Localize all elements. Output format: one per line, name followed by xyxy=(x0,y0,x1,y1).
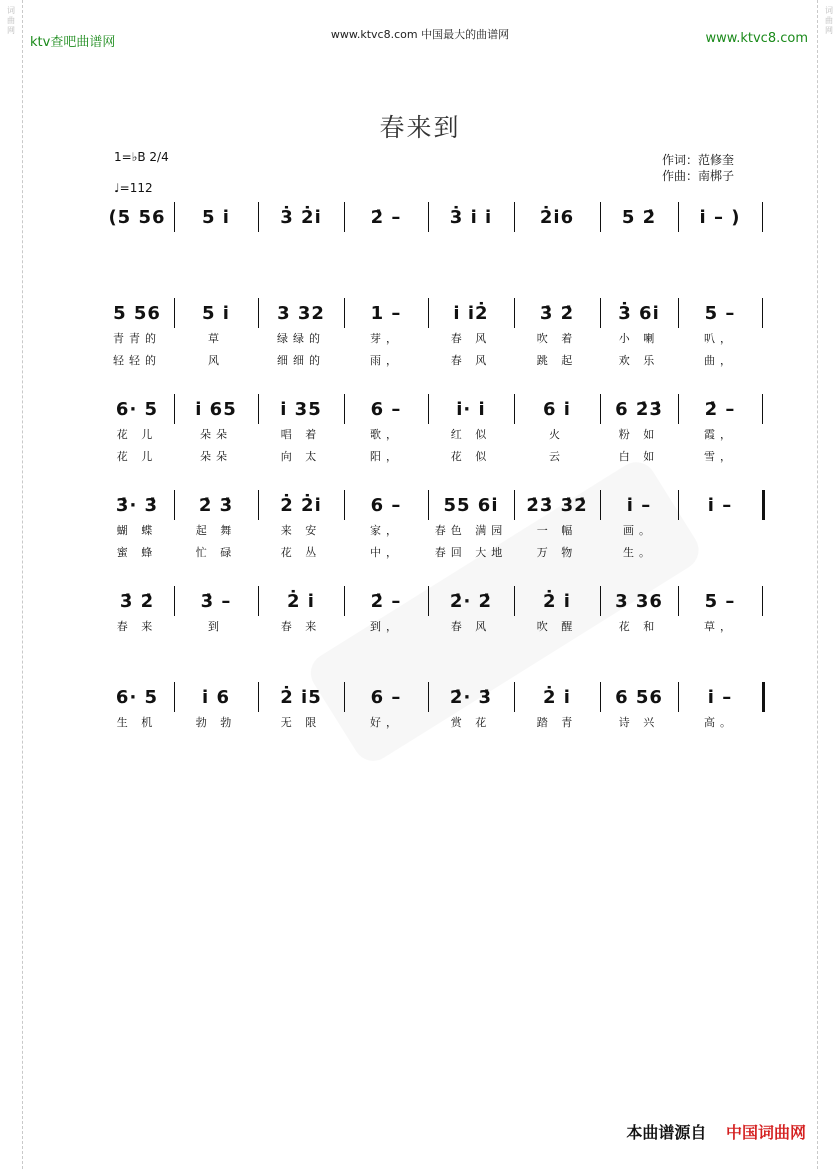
measure: i 6 xyxy=(202,686,230,708)
bar-line xyxy=(344,490,345,520)
lyric-syllables: 朵朵 xyxy=(200,450,232,463)
bar-line xyxy=(174,586,175,616)
lyric-syllables: 蝴 蝶 xyxy=(116,524,158,537)
bar-line xyxy=(600,490,601,520)
measure: i 35 xyxy=(280,398,322,420)
lyric-syllables: 春 风 xyxy=(450,620,492,633)
header-site-name: ktv查吧曲谱网 xyxy=(30,35,116,50)
lyric-syllables: 小 喇 xyxy=(618,332,660,345)
header-site-url: www.ktvc8.com xyxy=(705,31,808,46)
notation-line xyxy=(106,682,766,712)
lyric-syllables: 来 安 xyxy=(280,524,322,537)
lyric-syllables: 生 机 xyxy=(116,716,158,729)
lyric-syllables: 勃 勃 xyxy=(195,716,237,729)
bar-line xyxy=(678,394,679,424)
lyric-line xyxy=(106,542,766,564)
bar-line xyxy=(762,394,763,424)
lyric-syllables: 吹 醒 xyxy=(536,620,578,633)
bar-line xyxy=(428,394,429,424)
lyric-syllables: 春 风 xyxy=(450,354,492,367)
measure: 3 32 xyxy=(277,302,325,324)
bar-line xyxy=(600,682,601,712)
bar-line xyxy=(258,394,259,424)
bar-line xyxy=(174,394,175,424)
bar-line xyxy=(174,682,175,712)
lyric-syllables: 曲， xyxy=(704,354,736,367)
lyric-syllables: 歌， xyxy=(370,428,402,441)
bar-line xyxy=(762,202,763,232)
bar-line xyxy=(258,298,259,328)
lyric-syllables: 吹 着 xyxy=(536,332,578,345)
lyric-syllables: 花 似 xyxy=(450,450,492,463)
measure: 2̇ i xyxy=(543,686,571,708)
lyric-syllables: 花 丛 xyxy=(280,546,322,559)
measure: 3̇ 2̇ xyxy=(539,302,575,324)
left-perforated-margin xyxy=(0,0,23,1169)
measure: i – xyxy=(626,494,652,516)
notation-line xyxy=(106,202,766,232)
lyric-syllables: 花 和 xyxy=(618,620,660,633)
lyric-syllables: 欢 乐 xyxy=(618,354,660,367)
lyric-syllables: 赏 花 xyxy=(450,716,492,729)
right-perforated-margin xyxy=(817,0,840,1169)
bar-line xyxy=(678,298,679,328)
lyric-syllables: 春回 大地 xyxy=(434,546,508,559)
footer-site-link[interactable]: 中国词曲网 xyxy=(725,1123,806,1142)
measure: 3̇ 2̇ xyxy=(119,590,155,612)
lyric-syllables: 青青的 xyxy=(113,332,161,345)
lyric-syllables: 到 xyxy=(208,620,224,633)
measure: 6· 5 xyxy=(115,686,159,708)
lyric-syllables: 万 物 xyxy=(536,546,578,559)
song-title: 春来到 xyxy=(379,113,461,142)
lyric-syllables: 到， xyxy=(370,620,402,633)
footer-source-label: 本曲谱源自 xyxy=(626,1123,707,1142)
bar-line xyxy=(428,298,429,328)
footer-source xyxy=(626,1120,806,1143)
lyric-syllables: 春 来 xyxy=(280,620,322,633)
lyric-syllables: 叭， xyxy=(704,332,736,345)
lyric-syllables: 风 xyxy=(208,354,224,367)
measure: 6· 5 xyxy=(115,398,159,420)
measure: 2̇ 3̇ xyxy=(198,494,234,516)
bar-line xyxy=(678,682,679,712)
bar-line xyxy=(344,394,345,424)
measure: i i2̇ xyxy=(453,302,489,324)
bar-line xyxy=(762,298,763,328)
bar-line xyxy=(762,586,763,616)
bar-line xyxy=(678,586,679,616)
lyric-line xyxy=(106,328,766,350)
bar-line xyxy=(514,490,515,520)
key-signature: 1=♭B 2/4 xyxy=(114,150,169,164)
lyric-syllables: 粉 如 xyxy=(618,428,660,441)
bar-line xyxy=(600,394,601,424)
lyric-syllables: 中， xyxy=(370,546,402,559)
bar-line xyxy=(428,682,429,712)
measure: 3̇ 2̇i xyxy=(280,206,322,228)
notation-line xyxy=(106,586,766,616)
bar-line xyxy=(174,298,175,328)
lyric-syllables: 一 幅 xyxy=(536,524,578,537)
measure: 2̇ i xyxy=(287,590,315,612)
lyric-syllables: 蜜 蜂 xyxy=(116,546,158,559)
staff-row xyxy=(106,490,766,564)
lyric-syllables: 细细的 xyxy=(277,354,325,367)
measure: 6 2̇3̇ xyxy=(615,398,663,420)
measure: 2̇ – xyxy=(370,206,402,228)
bar-line xyxy=(600,298,601,328)
measure: 5 56 xyxy=(113,302,161,324)
song-credits xyxy=(662,152,734,184)
lyric-syllables: 轻轻的 xyxy=(113,354,161,367)
lyric-syllables: 花 儿 xyxy=(116,450,158,463)
measure: 2̇ i xyxy=(543,590,571,612)
measure: 2̇ i5 xyxy=(280,686,322,708)
measure: i 65 xyxy=(195,398,237,420)
lyric-syllables: 草， xyxy=(704,620,736,633)
lyric-line xyxy=(106,446,766,468)
header-site-slogan: www.ktvc8.com 中国最大的曲谱网 xyxy=(330,28,510,41)
lyric-syllables: 无 限 xyxy=(280,716,322,729)
measure: 5 – xyxy=(704,590,736,612)
staff-row xyxy=(106,682,766,734)
tempo-marking: ♩=112 xyxy=(114,181,153,195)
measure: 5 – xyxy=(704,302,736,324)
measure: 3 36 xyxy=(615,590,663,612)
notation-line xyxy=(106,394,766,424)
lyric-line xyxy=(106,520,766,542)
bar-line xyxy=(762,682,765,712)
bar-line xyxy=(344,586,345,616)
lyric-line xyxy=(106,616,766,638)
lyric-syllables: 草 xyxy=(208,332,224,345)
lyric-syllables: 起 舞 xyxy=(195,524,237,537)
lyric-syllables: 白 如 xyxy=(618,450,660,463)
measure: 3̇· 3̇ xyxy=(115,494,159,516)
measure: 6 – xyxy=(370,686,402,708)
lyric-line xyxy=(106,424,766,446)
bar-line xyxy=(600,202,601,232)
measure: i· i xyxy=(456,398,486,420)
measure: i – xyxy=(707,686,733,708)
lyric-syllables: 跳 起 xyxy=(536,354,578,367)
measure: 55 6i xyxy=(443,494,499,516)
measure: 2̇ 2̇i xyxy=(280,494,322,516)
measure: 6 – xyxy=(370,398,402,420)
lyric-syllables: 春 来 xyxy=(116,620,158,633)
bar-line xyxy=(258,682,259,712)
bar-line xyxy=(258,202,259,232)
bar-line xyxy=(344,202,345,232)
measure: 1 – xyxy=(370,302,402,324)
bar-line xyxy=(428,490,429,520)
lyric-syllables: 唱 着 xyxy=(280,428,322,441)
lyric-syllables: 踏 青 xyxy=(536,716,578,729)
measure: 6 56 xyxy=(615,686,663,708)
bar-line xyxy=(258,586,259,616)
staff-row xyxy=(106,586,766,638)
bar-line xyxy=(514,682,515,712)
lyric-syllables: 火 xyxy=(549,428,565,441)
staff-row xyxy=(106,298,766,372)
lyric-syllables: 春色 满园 xyxy=(434,524,508,537)
measure: 5 i xyxy=(202,206,230,228)
lyric-line xyxy=(106,350,766,372)
measure: 2̇· 2̇ xyxy=(449,590,493,612)
lyric-syllables: 云 xyxy=(549,450,565,463)
lyric-syllables: 雪， xyxy=(704,450,736,463)
bar-line xyxy=(514,394,515,424)
measure: 2̇ – xyxy=(370,590,402,612)
measure: 5 2̇ xyxy=(621,206,657,228)
measure: 2̇ – xyxy=(704,398,736,420)
lyric-syllables: 好， xyxy=(370,716,402,729)
measure: 3̇ i i xyxy=(449,206,493,228)
lyric-syllables: 花 儿 xyxy=(116,428,158,441)
measure: 3̇ 6i xyxy=(618,302,660,324)
notation-line xyxy=(106,490,766,520)
lyric-syllables: 绿绿的 xyxy=(277,332,325,345)
bar-line xyxy=(344,682,345,712)
bar-line xyxy=(344,298,345,328)
lyric-syllables: 雨， xyxy=(370,354,402,367)
measure: 6 – xyxy=(370,494,402,516)
measure: 5 i xyxy=(202,302,230,324)
notation-line xyxy=(106,298,766,328)
lyricist-credit: 作词：范修奎 xyxy=(662,153,735,167)
lyric-syllables: 朵朵 xyxy=(200,428,232,441)
staff-row xyxy=(106,394,766,468)
bar-line xyxy=(600,586,601,616)
lyric-syllables: 家， xyxy=(370,524,402,537)
bar-line xyxy=(428,586,429,616)
measure: 6 i xyxy=(543,398,571,420)
bar-line xyxy=(174,490,175,520)
lyric-syllables: 生。 xyxy=(623,546,655,559)
staff-row xyxy=(106,202,766,232)
bar-line xyxy=(174,202,175,232)
bar-line xyxy=(514,202,515,232)
lyric-syllables: 向 太 xyxy=(280,450,322,463)
lyric-syllables: 霞， xyxy=(704,428,736,441)
measure: 2̇3̇ 3̇2̇ xyxy=(526,494,588,516)
measure: (5 56 xyxy=(108,206,166,228)
bar-line xyxy=(762,490,765,520)
bar-line xyxy=(258,490,259,520)
measure: i – ) xyxy=(699,206,741,228)
lyric-syllables: 忙 碌 xyxy=(195,546,237,559)
measure: 3̇ – xyxy=(200,590,232,612)
bar-line xyxy=(514,586,515,616)
lyric-syllables: 红 似 xyxy=(450,428,492,441)
measure: 2̇· 3̇ xyxy=(449,686,493,708)
measure: 2̇i6 xyxy=(539,206,575,228)
lyric-syllables: 芽， xyxy=(370,332,402,345)
lyric-line xyxy=(106,712,766,734)
lyric-syllables: 春 风 xyxy=(450,332,492,345)
lyric-syllables: 画。 xyxy=(623,524,655,537)
lyric-syllables: 高。 xyxy=(704,716,736,729)
bar-line xyxy=(678,490,679,520)
composer-credit: 作曲：南梆子 xyxy=(662,169,735,183)
bar-line xyxy=(428,202,429,232)
bar-line xyxy=(678,202,679,232)
lyric-syllables: 诗 兴 xyxy=(618,716,660,729)
measure: i – xyxy=(707,494,733,516)
bar-line xyxy=(514,298,515,328)
right-margin-watermark: 词 曲 网 xyxy=(825,6,833,35)
lyric-syllables: 阳， xyxy=(370,450,402,463)
left-margin-watermark: 词 曲 网 xyxy=(7,6,15,35)
